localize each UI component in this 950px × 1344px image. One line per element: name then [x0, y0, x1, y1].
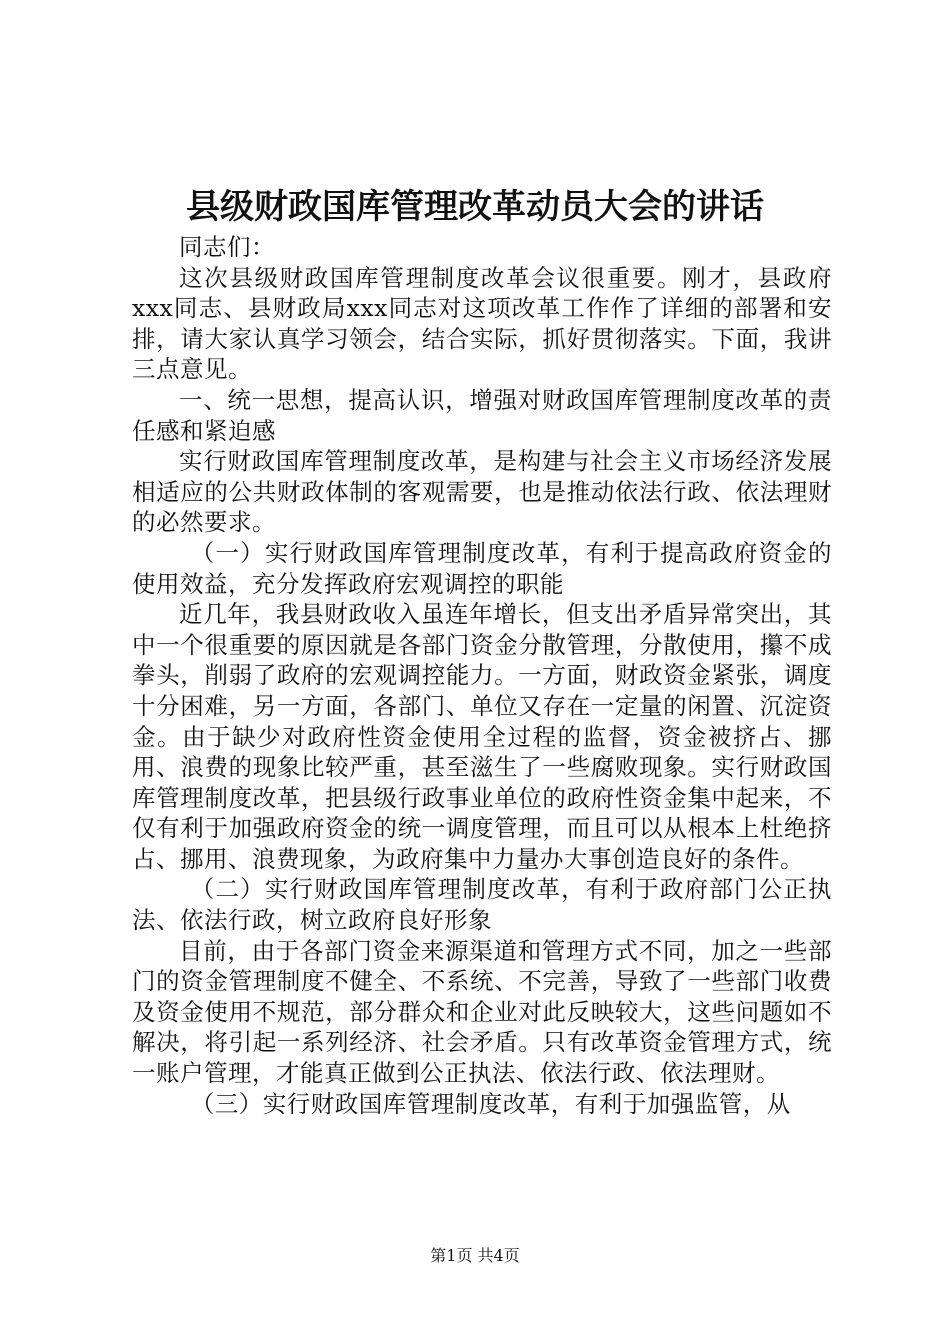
document-title: 县级财政国库管理改革动员大会的讲话: [186, 187, 764, 227]
paragraph: 实行财政国库管理制度改革，是构建与社会主义市场经济发展相适应的公共财政体制的客观需要，也是推动依法行政、依法理财的必然要求。: [132, 447, 832, 537]
paragraph-intro: 这次县级财政国库管理制度改革会议很重要。刚才，县政府xxx同志、县财政局xxx同志对这项改革工作作了详细的部署和安排，请大家认真学习领会，结合实际，抓好贯彻落实。下面，我讲三点意见。: [132, 263, 832, 384]
paragraph: 近几年，我县财政收入虽连年增长，但支出矛盾异常突出，其中一个很重要的原因就是各部门资金分散管理，分散使用，攥不成拳头，削弱了政府的宏观调控能力。一方面，财政资金紧张，调度十分困难，另一方面，各部门、单位又存在一定量的闲置、沉淀资金。由于缺少对政府性资金使用全过程的监督，资金被挤占、挪用、浪费的现象比较严重，甚至滋生了一些腐败现象。实行财政国库管理制度改革，把县级行政事业单位的政府性资金集中起来，不仅有利于加强政府资金的统一调度管理，而且可以从根本上杜绝挤占、挪用、浪费现象，为政府集中力量办大事创造良好的条件。: [132, 600, 832, 873]
salutation: 同志们：: [179, 233, 275, 261]
document-body: [132, 232, 832, 1119]
subsection-heading-3: （三）实行财政国库管理制度改革，有利于加强监管，从: [190, 1089, 791, 1118]
subsection-heading-1: （一）实行财政国库管理制度改革，有利于提高政府资金的使用效益，充分发挥政府宏观调控的职能: [132, 538, 832, 598]
paragraph: 目前，由于各部门资金来源渠道和管理方式不同，加之一些部门的资金管理制度不健全、不系统、不完善，导致了一些部门收费及资金使用不规范，部分群众和企业对此反映较大，这些问题如不解决，将引起一系列经济、社会矛盾。只有改革资金管理方式，统一账户管理，才能真正做到公正执法、依法行政、依法理财。: [132, 936, 832, 1088]
page-number-footer: 第1页 共4页: [430, 1246, 520, 1265]
subsection-heading-2: （二）实行财政国库管理制度改革，有利于政府部门公正执法、依法行政，树立政府良好形象: [132, 875, 832, 935]
section-heading-1: 一、统一思想，提高认识，增强对财政国库管理制度改革的责任感和紧迫感: [132, 385, 832, 445]
